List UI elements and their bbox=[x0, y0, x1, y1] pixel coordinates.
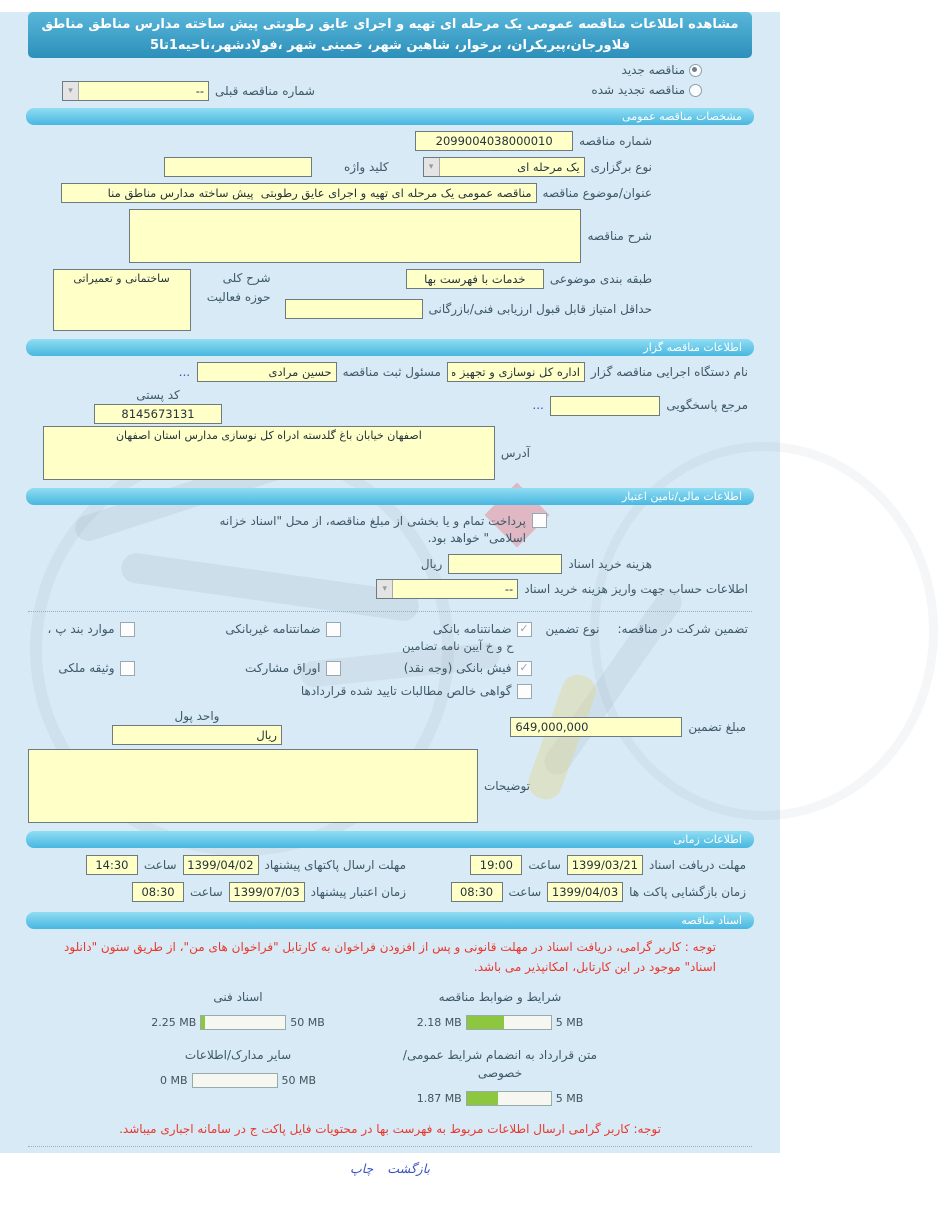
reply-authority-label: مرجع پاسخگویی bbox=[666, 398, 748, 412]
divider bbox=[28, 1146, 752, 1147]
financial-section bbox=[28, 513, 752, 823]
guarantee-amount-label: مبلغ تضمین bbox=[688, 720, 746, 734]
document-fee-field[interactable] bbox=[448, 554, 562, 574]
registrar-more-link[interactable]: ... bbox=[179, 365, 191, 379]
keyword-label: کلید واژه bbox=[344, 160, 389, 174]
bank-guarantee-checkbox[interactable] bbox=[517, 622, 532, 637]
file-contract-text bbox=[386, 1046, 614, 1106]
holding-type-select[interactable]: یک مرحله ای ▾ bbox=[423, 157, 585, 177]
hour-label: ساعت bbox=[190, 885, 223, 899]
bank-slip-checkbox[interactable] bbox=[517, 661, 532, 676]
address-label: آدرس bbox=[500, 446, 530, 460]
file-size: 2.25 MB bbox=[151, 1015, 197, 1029]
treasury-note: پرداخت تمام و یا بخشی از مبلغ مناقصه، از محل "اسناد خزانه اسلامی" خواهد بود. bbox=[219, 514, 526, 545]
bid-validity-date[interactable] bbox=[229, 882, 305, 902]
currency-field[interactable] bbox=[112, 725, 282, 745]
tender-subject-label: عنوان/موضوع مناقصه bbox=[542, 186, 652, 200]
tender-description-textarea[interactable] bbox=[129, 209, 581, 263]
reply-more-link[interactable]: ... bbox=[532, 398, 545, 412]
clause-p-checkbox[interactable] bbox=[120, 622, 135, 637]
documents-notice: توجه : کاربر گرامی، دریافت اسناد در مهلت قانونی و پس از افزودن فراخوان به کارتابل "فراخوان های من"، از طریق ستون "دانلود اسناد" موجود در این کارتابل، امکانپذیر می باشد. bbox=[64, 940, 716, 974]
subject-category-label: طبقه بندی موضوعی bbox=[549, 272, 652, 286]
guarantee-option-nonbank: ضمانتنامه غیربانکی bbox=[141, 622, 341, 637]
chevron-down-icon: ▾ bbox=[377, 580, 393, 598]
file-label: اسناد فنی bbox=[213, 989, 263, 1004]
tender-view-page bbox=[0, 12, 780, 1176]
guarantee-option-property-collateral: وثیقه ملکی bbox=[0, 661, 135, 676]
guarantee-block bbox=[28, 622, 748, 699]
guarantee-option-clause-p: موارد بند پ ، bbox=[0, 622, 135, 637]
participation-bonds-checkbox[interactable] bbox=[326, 661, 341, 676]
file-progressbar bbox=[192, 1073, 278, 1088]
radio-row-renewed bbox=[0, 81, 780, 103]
page-title: مشاهده اطلاعات مناقصه عمومی یک مرحله ای تهیه و اجرای عایق رطوبتی پیش ساخته مدارس مناطق مناطق فلاورجان،پیربکران، برخوار، شاهین شهر، خمینی شهر ،فولادشهر،ناحیه1تا5 bbox=[28, 12, 752, 58]
notes-textarea[interactable] bbox=[28, 749, 478, 823]
tender-description-label: شرح مناقصه bbox=[587, 229, 652, 243]
deposit-account-select[interactable]: -- ▾ bbox=[376, 579, 518, 599]
back-link[interactable]: بازگشت bbox=[387, 1160, 430, 1176]
agency-name-field[interactable] bbox=[447, 362, 585, 382]
doc-receipt-deadline-label: مهلت دریافت اسناد bbox=[648, 858, 746, 872]
property-collateral-checkbox[interactable] bbox=[120, 661, 135, 676]
address-textarea[interactable] bbox=[43, 426, 495, 480]
documents-section bbox=[28, 938, 752, 1136]
guarantee-label: تضمین شرکت در مناقصه: bbox=[617, 622, 748, 636]
keyword-field[interactable] bbox=[164, 157, 312, 177]
section-header-financial: اطلاعات مالی/تامین اعتبار bbox=[26, 488, 754, 505]
previous-tender-number-select[interactable]: -- ▾ bbox=[62, 81, 209, 101]
guarantee-type-label: نوع تضمین bbox=[545, 622, 600, 636]
footer-links bbox=[0, 1161, 780, 1176]
holding-type-label: نوع برگزاری bbox=[590, 160, 652, 174]
hour-label: ساعت bbox=[528, 858, 561, 872]
schedule-row-1 bbox=[28, 855, 746, 875]
file-other-docs bbox=[124, 1046, 352, 1088]
reply-authority-field[interactable] bbox=[550, 396, 660, 416]
notes-label: توضیحات bbox=[483, 779, 530, 793]
price-list-notice: توجه: کاربر گرامی ارسال اطلاعات مربوط به فهرست بها در محتویات فایل پاکت ج در سامانه اجباری میباشد. bbox=[119, 1121, 661, 1136]
radio-new-tender[interactable] bbox=[689, 64, 702, 77]
chevron-down-icon: ▾ bbox=[63, 82, 79, 100]
file-progressbar bbox=[466, 1091, 552, 1106]
hour-label: ساعت bbox=[143, 858, 177, 872]
activity-scope-textarea[interactable] bbox=[53, 269, 191, 331]
bank-guarantee-subnote: ح و خ آیین نامه تضامین bbox=[402, 639, 514, 653]
hour-label: ساعت bbox=[508, 885, 542, 899]
chevron-down-icon: ▾ bbox=[424, 158, 440, 176]
section-header-agency: اطلاعات مناقصه گزار bbox=[26, 339, 754, 356]
file-progressbar bbox=[466, 1015, 552, 1030]
envelope-submit-deadline-label: مهلت ارسال پاکتهای پیشنهاد bbox=[264, 858, 406, 872]
guarantee-option-bank-guarantee: ✓ ضمانتنامه بانکی bbox=[347, 622, 532, 637]
category-activity-block bbox=[28, 269, 652, 331]
file-max-size: 5 MB bbox=[555, 1091, 584, 1105]
guarantee-amount-row bbox=[28, 709, 746, 745]
schedule-section bbox=[28, 855, 752, 902]
radio-renewed-tender-label: مناقصه تجدید شده bbox=[591, 83, 685, 97]
activity-scope-label: شرح کلی حوزه فعالیت bbox=[206, 271, 271, 305]
file-max-size: 50 MB bbox=[281, 1073, 317, 1087]
tender-number-label: شماره مناقصه bbox=[579, 134, 652, 148]
guarantee-amount-field[interactable] bbox=[510, 717, 682, 737]
currency-label: واحد پول bbox=[174, 709, 220, 723]
deposit-account-label: اطلاعات حساب جهت واریز هزینه خرید اسناد bbox=[524, 582, 748, 596]
file-progressbar bbox=[200, 1015, 286, 1030]
min-score-label: حداقل امتیاز قابل قبول ارزیابی فنی/بازرگانی bbox=[428, 302, 652, 316]
file-max-size: 50 MB bbox=[290, 1015, 325, 1029]
envelope-opening-date[interactable] bbox=[547, 882, 623, 902]
postal-code-label: کد پستی bbox=[136, 388, 180, 402]
bid-validity-label: زمان اعتبار پیشنهاد bbox=[310, 885, 406, 899]
tender-number-field[interactable] bbox=[415, 131, 573, 151]
document-fee-label: هزینه خرید اسناد bbox=[568, 557, 652, 571]
bid-validity-time[interactable] bbox=[132, 882, 184, 902]
section-header-general: مشخصات مناقصه عمومی bbox=[26, 108, 754, 125]
radio-renewed-tender[interactable] bbox=[689, 84, 702, 97]
file-size: 1.87 MB bbox=[416, 1091, 462, 1105]
radio-row-new bbox=[0, 62, 702, 78]
section-header-documents: اسناد مناقصه bbox=[26, 912, 754, 929]
registrar-field[interactable] bbox=[197, 362, 337, 382]
divider bbox=[28, 611, 752, 612]
document-fee-unit: ریال bbox=[420, 557, 443, 571]
registrar-label: مسئول ثبت مناقصه bbox=[342, 365, 441, 379]
document-files-grid bbox=[28, 988, 614, 1106]
treasury-checkbox[interactable] bbox=[532, 513, 547, 528]
agency-section bbox=[28, 362, 752, 480]
file-label: متن قرارداد به انضمام شرایط عمومی/خصوصی bbox=[402, 1047, 598, 1080]
section-header-schedule: اطلاعات زمانی bbox=[26, 831, 754, 848]
doc-receipt-deadline-date[interactable] bbox=[567, 855, 643, 875]
previous-tender-number-label: شماره مناقصه قبلی bbox=[215, 84, 315, 98]
radio-new-tender-label: مناقصه جدید bbox=[621, 63, 685, 77]
file-technical-docs bbox=[124, 988, 352, 1030]
tender-subject-field[interactable] bbox=[61, 183, 537, 203]
guarantee-option-bank-slip: ✓ فیش بانکی (وجه نقد) bbox=[347, 661, 532, 676]
file-label: سایر مدارک/اطلاعات bbox=[184, 1047, 292, 1062]
file-max-size: 5 MB bbox=[555, 1015, 584, 1029]
guarantee-checkbox-grid bbox=[0, 622, 532, 699]
subject-category-field[interactable] bbox=[406, 269, 544, 289]
net-claims-checkbox[interactable] bbox=[517, 684, 532, 699]
file-size: 2.18 MB bbox=[416, 1015, 462, 1029]
nonbank-guarantee-checkbox[interactable] bbox=[326, 622, 341, 637]
schedule-row-2 bbox=[28, 882, 746, 902]
print-link[interactable]: چاپ bbox=[349, 1160, 374, 1176]
file-terms-conditions bbox=[386, 988, 614, 1030]
file-size: 0 MB bbox=[159, 1073, 188, 1087]
envelope-submit-deadline-time[interactable] bbox=[86, 855, 138, 875]
envelope-opening-label: زمان بازگشایی پاکت ها bbox=[629, 885, 746, 899]
envelope-submit-deadline-date[interactable] bbox=[183, 855, 259, 875]
doc-receipt-deadline-time[interactable] bbox=[470, 855, 522, 875]
postal-code-field[interactable] bbox=[94, 404, 222, 424]
agency-name-label: نام دستگاه اجرایی مناقصه گزار bbox=[590, 365, 748, 379]
guarantee-option-participation-bonds: اوراق مشارکت bbox=[141, 661, 341, 676]
general-section bbox=[28, 131, 752, 331]
file-label: شرایط و ضوابط مناقصه bbox=[438, 989, 562, 1004]
guarantee-option-net-claims: گواهی خالص مطالبات تایید شده قراردادها bbox=[141, 684, 532, 699]
envelope-opening-time[interactable] bbox=[451, 882, 503, 902]
min-score-field[interactable] bbox=[285, 299, 423, 319]
